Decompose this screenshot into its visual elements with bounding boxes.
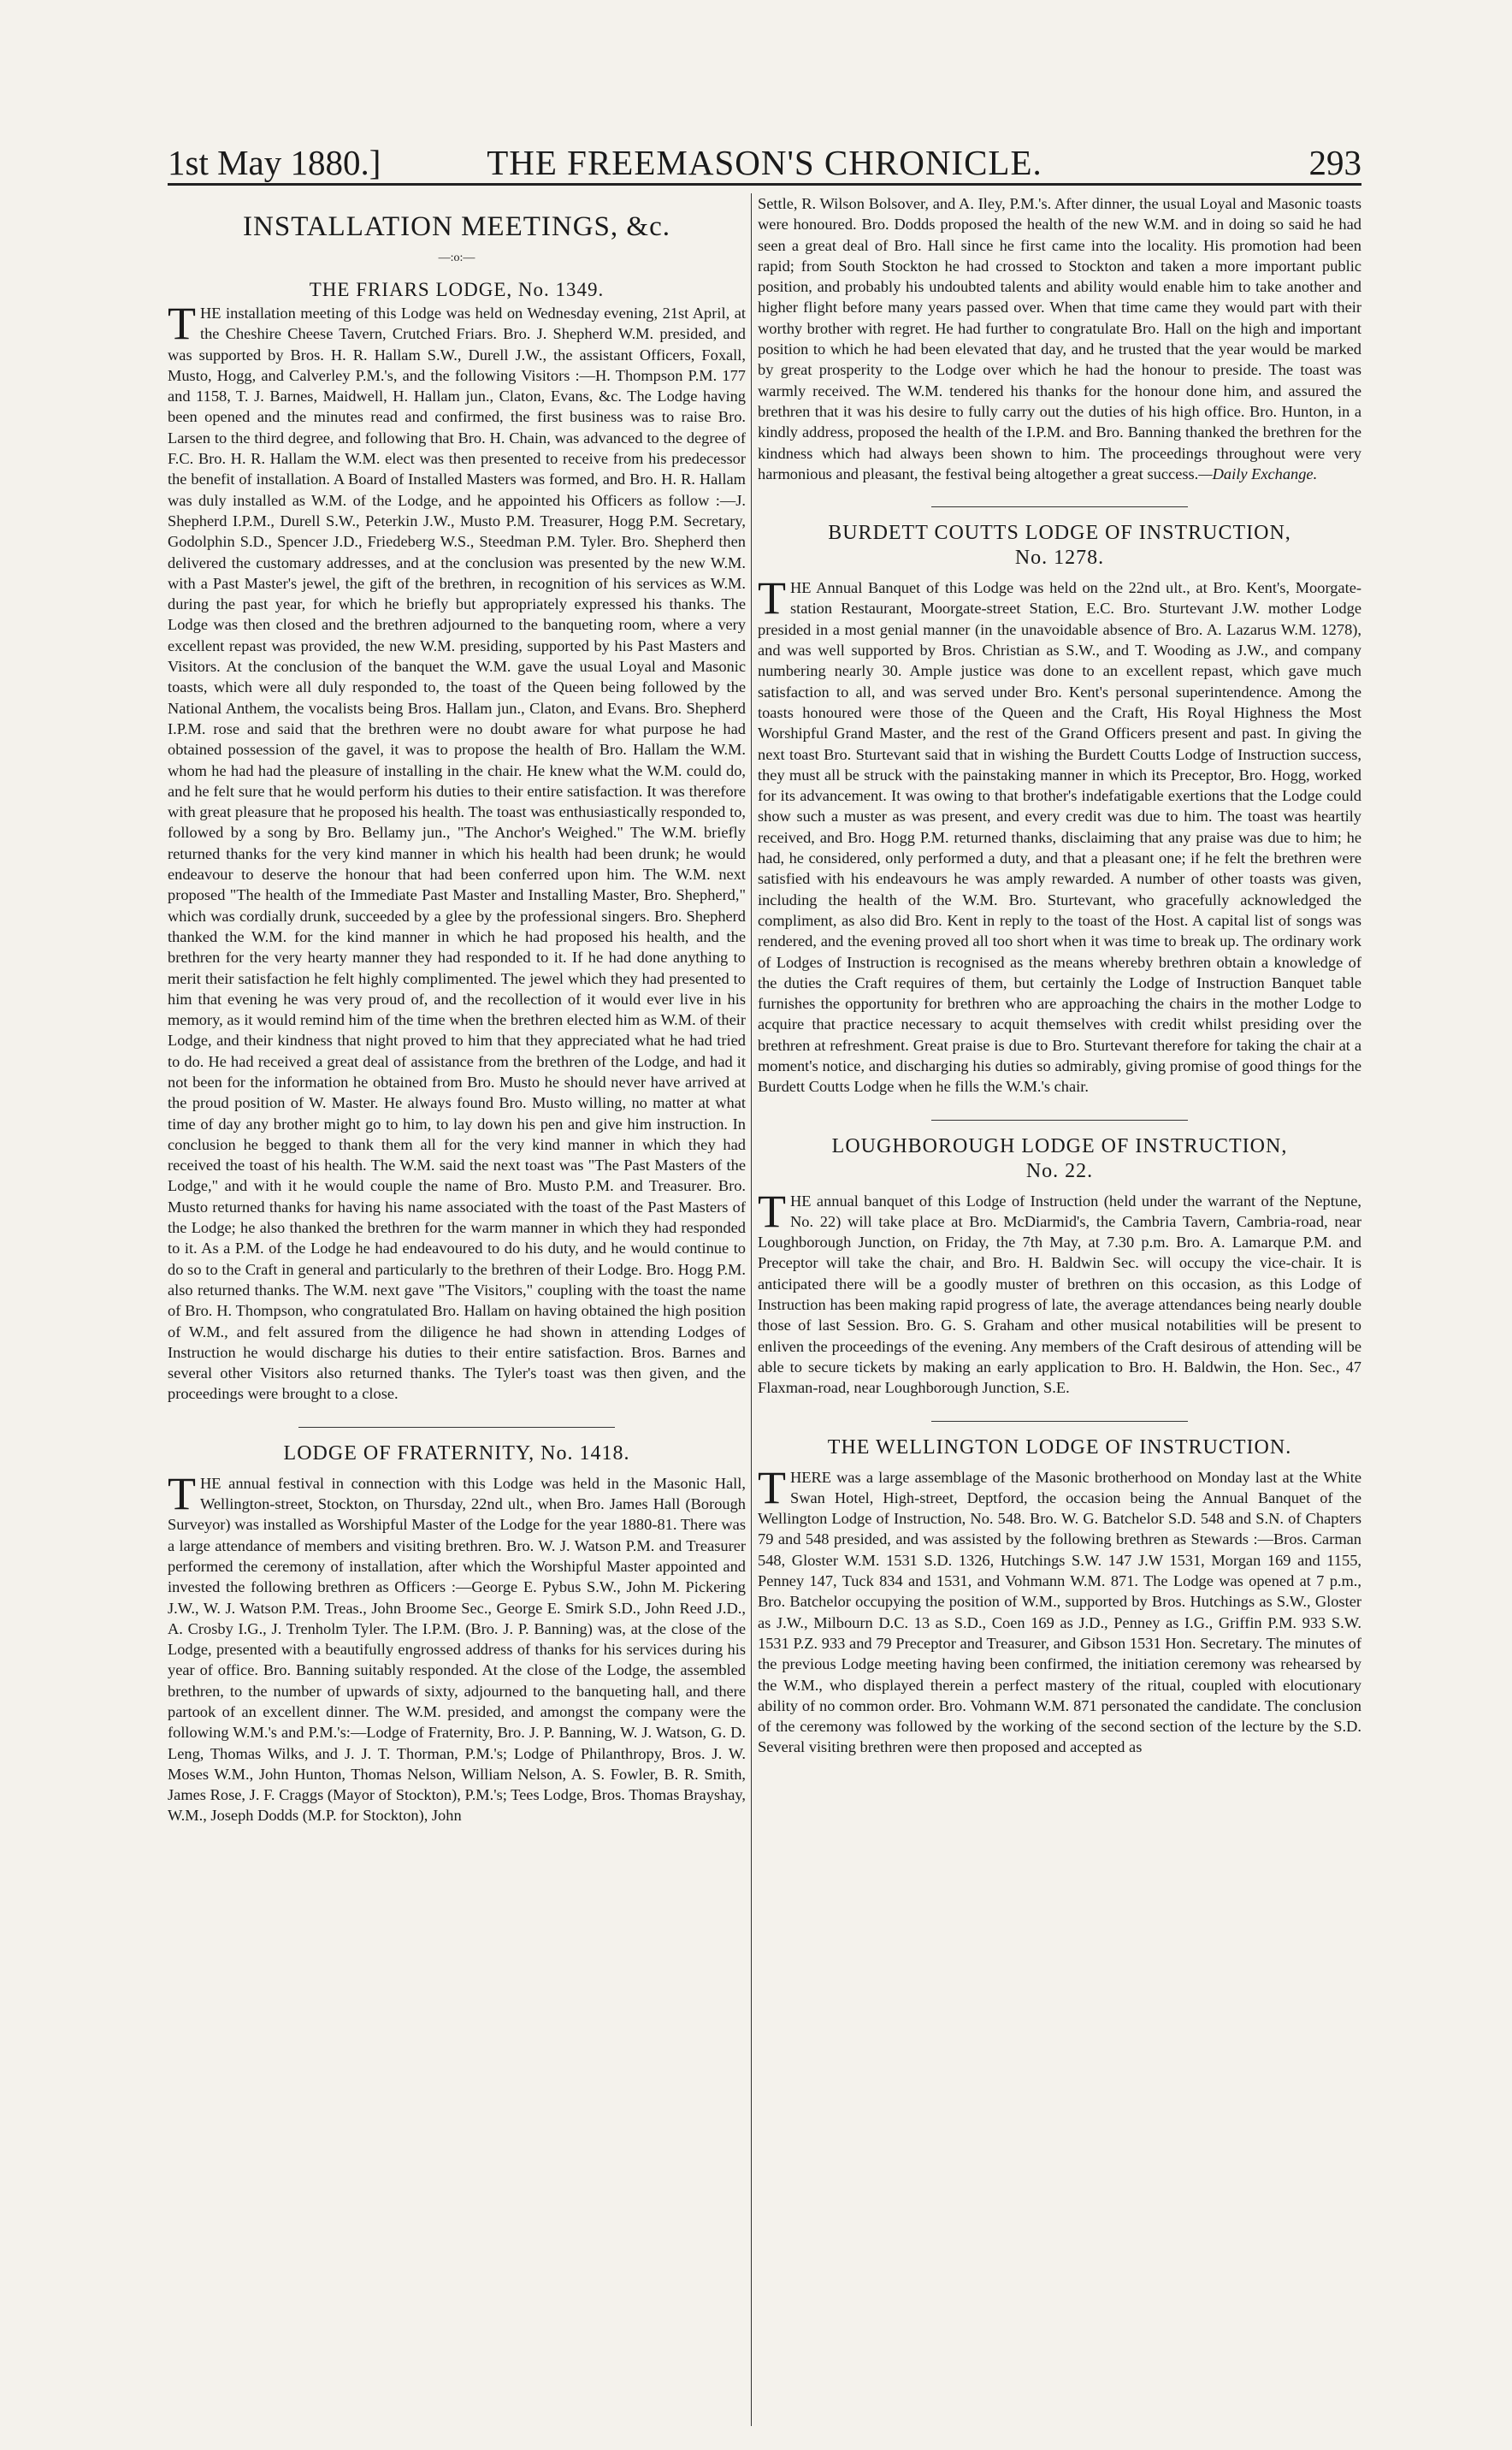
loughborough-title: LOUGHBOROUGH LODGE OF INSTRUCTION, <box>831 1134 1288 1157</box>
header-rule <box>168 183 1361 186</box>
left-column <box>168 193 746 2426</box>
burdett-number: No. 1278. <box>1014 547 1105 570</box>
article-body-fraternity-continued <box>758 193 1361 484</box>
article-body-wellington: THERE was a large assemblage of the Masonic brotherhood on Monday last at the White Swan Hotel, High-street, Deptford, the occasion being the Annual Banquet of the Wellington Lodge of Instruction, No. 548. Bro. W. G. Batchelor S.D. 548 and S.N. of Chapters 79 and 548 presided, and was assisted by the following brethren as Stewards :—Bros. Carman 548, Gloster W.M. 1531 S.D. 1326, Hutchings S.W. 147 J.W 1531, Morgan 169 and 1155, Penney 147, Tuck 834 and 1531, and Vohmann W.M. 871. The Lodge was opened at 7 p.m., Bro. Batchelor occupying the position of W.M., supported by Bros. Hutchings as S.W., Gloster as J.W., Milbourn D.C. 13 as S.D., Coen 169 as J.D., Penney as I.G., Griffin P.M. 933 S.W. 1531 P.Z. 933 and 79 Preceptor and Treasurer, and Gibson 1531 Hon. Secretary. The minutes of the previous Lodge meeting having been confirmed, the initiation ceremony was rehearsed by the W.M., who displayed therein a perfect mastery of the ritual, coupled with elocutionary ability of no common order. Bro. Vohmann W.M. 871 personated the candidate. The conclusion of the ceremony was followed by the working of the second section of the lecture by the S.D. Several visiting brethren were then proposed and accepted as <box>758 1461 1361 1756</box>
article-body-burdett: THE Annual Banquet of this Lodge was held on the 22nd ult., at Bro. Kent's, Moorgate-station Restaurant, Moorgate-street Station, E.C. Bro. Sturtevant J.W. mother Lodge presided in a most genial manner (in the unavoidable absence of Bro. A. Lazarus W.M. 1278), and was well supported by Bros. Christian as S.W., and T. Wooding as J.W., and company numbering nearly 30. Ample justice was done to an excellent repast, which gave much satisfaction to all, and was served under Bro. Kent's personal superintendence. Among the toasts honoured were those of the Queen and the Craft, His Royal Highness the Most Worshipful Grand Master, and the rest of the Grand Officers present and past. In giving the next toast Bro. Sturtevant said that in wishing the Burdett Coutts Lodge of Instruction success, they must all be struck with the painstaking manner in which its Preceptor, Bro. Hogg, worked for its advancement. It was owing to that brother's indefatigable exertions that the Lodge could show such a muster as was present, and every credit was due to him. The toast was heartily received, and Bro. Hogg P.M. returned thanks, disclaiming that any praise was due to him; he had, he considered, only performed a duty, and that a pleasant one; if he felt the brethren were satisfied with his endeavours he was amply rewarded. A number of other toasts was given, including the health of the W.M. Bro. Sturtevant, who gracefully acknowledged the compliment, as also did Bro. Kent in reply to the toast of the Host. A capital list of songs was rendered, and the evening proved all too short when it was time to break up. The ordinary work of Lodges of Instruction is recognised as the means whereby brethren obtain a knowledge of the duties the Craft requires of them, but certainly the Lodge of Instruction Banquet table furnishes the opportunity for brethren who are approaching the chairs in the mother Lodge to acquire that practice necessary to acquit themselves with credit whilst presiding over the brethren at refreshment. Great praise is due to Bro. Sturtevant therefore for taking the chair at a moment's notice, and discharging his duties so admirably, giving promise of good things for the Burdett Coutts Lodge when he fills the W.M.'s chair. <box>758 572 1361 1096</box>
article-title-loughborough <box>758 1134 1361 1184</box>
fraternity-continued-text: Settle, R. Wilson Bolsover, and A. Iley, P.M.'s. After dinner, the usual Loyal and Masonic toasts were honoured. Bro. Dodds proposed the health of the new W.M. and in doing so said he had seen a great deal of Bro. Hall since he first came into the locality. His promotion had been rapid; from South Stockton he had crossed to Stockton and taken a more important public position, and probably his undoubted talents and ability would enable him to take another and higher flight before many years passed over. When that time came they would part with their worthy brother with regret. He had further to congratulate Bro. Hall on the high and important position to which he had been elevated that day, and he trusted that the year would be marked by great prosperity to the Lodge over which he had the honour to preside. The toast was warmly received. The W.M. tendered his thanks for the honour done him, and assured the brethren that it was his desire to fully carry out the duties of his high office. Bro. Hunton, in a kindly address, proposed the health of the I.P.M. and Bro. Banning thanked the brethren for the kindness which had always been shown to him. The proceedings throughout were very harmonious and pleasant, the festival being altogether a great success. <box>758 195 1361 482</box>
article-title-wellington: THE WELLINGTON LODGE OF INSTRUCTION. <box>827 1435 1292 1459</box>
article-body-fraternity: THE annual festival in connection with this Lodge was held in the Masonic Hall, Wellington-street, Stockton, on Thursday, 22nd ult., when Bro. James Hall (Borough Surveyor) was installed as Worshipful Master of the Lodge for the year 1880-81. There was a large attendance of members and visiting brethren. Bro. W. J. Watson P.M. and Treasurer performed the ceremony of installation, after which the Worshipful Master appointed and invested the following brethren as Officers :—George E. Pybus S.W., John M. Pickering J.W., W. J. Watson P.M. Treas., John Broome Sec., George E. Smirk S.D., John Reed J.D., A. Crosby I.G., J. Trenholm Tyler. The I.P.M. (Bro. J. P. Banning) was, at the close of the Lodge, presented with a beautifully engrossed address of thanks for his services during his year of office. Bro. Banning suitably responded. At the close of the Lodge, the assembled brethren, to the number of upwards of sixty, adjourned to the banqueting hall, and there partook of an excellent dinner. The W.M. presided, and amongst the company were the following W.M.'s and P.M.'s:—Lodge of Fraternity, Bro. J. P. Banning, W. J. Watson, G. D. Leng, Thomas Wilks, and J. J. T. Thorman, P.M.'s; Lodge of Philanthropy, Bros. J. W. Moses W.M., John Hunton, Thomas Nelson, William Nelson, A. S. Fowler, B. R. Smith, James Rose, J. F. Craggs (Mayor of Stockton), P.M.'s; Tees Lodge, Bros. Thomas Brayshay, W.M., Joseph Dodds (M.P. for Stockton), John <box>168 1467 746 1825</box>
article-divider <box>931 1421 1188 1422</box>
masthead-title: THE FREEMASON'S CHRONICLE. <box>487 143 1042 182</box>
issue-date: 1st May 1880.] <box>168 143 381 182</box>
section-title: INSTALLATION MEETINGS, &c. <box>243 211 670 242</box>
burdett-title: BURDETT COUTTS LODGE OF INSTRUCTION, <box>828 522 1291 545</box>
article-divider <box>298 1427 615 1428</box>
article-divider <box>931 1120 1188 1121</box>
article-divider <box>931 506 1188 507</box>
page-number: 293 <box>1308 143 1361 182</box>
column-divider <box>751 193 752 2426</box>
fraternity-source: —Daily Exchange. <box>1198 465 1318 482</box>
article-body-friars: THE installation meeting of this Lodge was held on Wednesday evening, 21st April, at the Cheshire Cheese Tavern, Crutched Friars. Bro. J. Shepherd W.M. presided, and was supported by Bros. H. R. Hallam S.W., Durell J.W., the assistant Officers, Foxall, Musto, Hogg, and Calverley P.M.'s, and the following Visitors :—H. Thompson P.M. 177 and 1158, T. J. Barnes, Maidwell, H. Hallam jun., Claton, Evans, &c. The Lodge having been opened and the minutes read and confirmed, the first business was to raise Bro. Larsen to the third degree, and following that Bro. H. Chain, was advanced to the degree of F.C. Bro. H. R. Hallam the W.M. elect was then presented to receive from his predecessor the benefit of installation. A Board of Installed Masters was formed, and Bro. H. R. Hallam was duly installed as W.M. of the Lodge, and he appointed his Officers as follow :—J. Shepherd I.P.M., Durell S.W., Peterkin J.W., Musto P.M. Treasurer, Hogg P.M. Secretary, Godolphin S.D., Spencer J.D., Friedeberg W.S., Steedman P.M. Tyler. Bro. Shepherd then delivered the customary addresses, and at the conclusion was presented by the new W.M. with a Past Master's jewel, the gift of the brethren, in recognition of his services as W.M. during the past year, for which he briefly but appropriately expressed his thanks. The Lodge was then closed and the brethren adjourned to the banqueting room, where a very excellent repast was provided, the new W.M. presiding, supported by his Past Masters and Visitors. At the conclusion of the banquet the W.M. gave the usual Loyal and Masonic toasts, which were all duly responded to, the toast of the Queen being followed by the National Anthem, the vocalists being Bros. Hallam jun., Claton, and Evans. Bro. Shepherd I.P.M. rose and said that the brethren were no doubt aware for what purpose he had obtained possession of the gavel, it was to propose the health of Bro. Hallam the W.M. whom he had had the pleasure of installing in the chair. He knew what the W.M. could do, and he felt sure that he would perform his duties to their entire satisfaction. It was therefore with great pleasure that he proposed his health. The toast was enthusiastically responded to, followed by a song by Bro. Bellamy jun., "The Anchor's Weighed." The W.M. briefly returned thanks for the very kind manner in which his health had been drunk; he would endeavour to deserve the honour that had been conferred upon him. The W.M. next proposed "The health of the Immediate Past Master and Installing Master, Bro. Shepherd," which was cordially drunk, succeeded by a glee by the professional singers. Bro. Shepherd thanked the W.M. for the kind manner in which he had proposed his health, and the brethren for the very hearty manner they had responded to it. If he had done anything to merit their satisfaction he felt highly complimented. The jewel which they had presented to him that evening he was very proud of, and the recollection of it would ever live in his memory, as it would remind him of the time when the brethren elected him as W.M. of their Lodge, and their kindness that night proved to him that they appreciated what he had tried to do. He had received a great deal of assistance from the brethren of the Lodge, and had it not been for the information he obtained from Bro. Musto he should never have arrived at the proud position of W. Master. He always found Bro. Musto willing, no matter at what time of day any brother might go to him, to lay down his pen and give him instruction. In conclusion he begged to thank them all for the very kind manner in which they had received the toast of his health. The W.M. said the next toast was "The Past Masters of the Lodge," and with it he would couple the name of Bro. Musto P.M. and Treasurer. Bro. Musto returned thanks for having his name associated with the toast of the Past Masters of the Lodge; he also thanked the brethren for the warm manner in which they had responded to it. As a P.M. of the Lodge he had endeavoured to do his duty, and he would continue to do so to the Craft in general and particularly to the brethren of their Lodge. Bro. Hogg P.M. also returned thanks. The W.M. next gave "The Visitors," coupling with the toast the name of Bro. H. Thompson, who congratulated Bro. Hallam on having obtained the high position of W.M., and felt assured from the diligence he had shown in attending Lodges of Instruction he would discharge his duties to their entire satisfaction. Bros. Barnes and several other Visitors also returned thanks. The Tyler's toast was then given, and the proceedings were brought to a close. <box>168 298 746 1403</box>
article-title-fraternity: LODGE OF FRATERNITY, No. 1418. <box>283 1441 630 1465</box>
article-body-loughborough: THE annual banquet of this Lodge of Instruction (held under the warrant of the Neptune, No. 22) will take place at Bro. McDiarmid's, the Cambria Tavern, Cambria-road, near Loughborough Junction, on Friday, the 7th May, at 7.30 p.m. Bro. A. Lamarque P.M. and Preceptor will take the chair, and Bro. H. Baldwin Sec. will occupy the vice-chair. It is anticipated there will be a goodly muster of brethren on this occasion, as this Lodge of Instruction has been making rapid progress of late, the average attendances being nearly double those of last Session. Bro. G. S. Graham and other musical notabilities will be present to enliven the proceedings of the evening. Any members of the Craft desirous of attending will be able to secure tickets by making an early application to Bro. H. Baldwin, the Hon. Sec., 47 Flaxman-road, near Loughborough Junction, S.E. <box>758 1185 1361 1397</box>
section-separator: —:o:— <box>438 252 475 264</box>
right-column <box>758 193 1361 2426</box>
page-header <box>168 137 1361 188</box>
loughborough-number: No. 22. <box>1025 1159 1094 1182</box>
article-title-friars: THE FRIARS LODGE, No. 1349. <box>309 279 605 300</box>
article-title-burdett <box>758 521 1361 571</box>
